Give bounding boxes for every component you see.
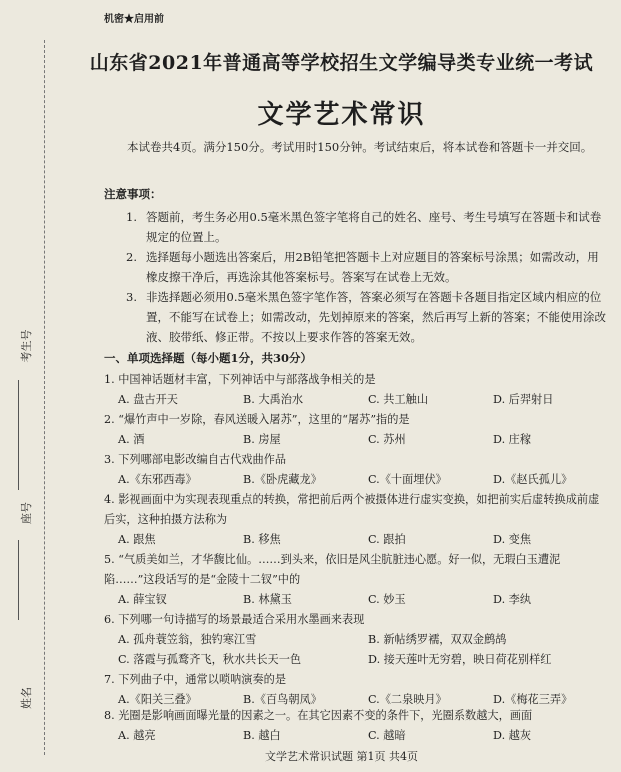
question-4: [104, 490, 609, 550]
option-c: C. 越暗: [368, 729, 406, 742]
option-d: D. 庄稼: [493, 433, 532, 446]
question-stem: 8. 光圈是影响画面曝光量的因素之一。在其它因素不变的条件下，光圈系数越大，画面: [104, 709, 533, 722]
seat-number-blank: [18, 540, 19, 620]
note-text: 非选择题必须用0.5毫米黑色签字笔作答，答案必须写在答题卡各题目指定区域内相应的位置，不能写在试卷上；如需改动，先划掉原来的答案，然后再写上新的答案；不能使用涂改液、胶带纸、修正带。不按以上要求作答的答案无效。: [146, 290, 606, 344]
option-d: D. 接天莲叶无穷碧，映日荷花别样红: [368, 653, 552, 666]
binding-margin: [0, 0, 62, 772]
question-5: [104, 550, 609, 610]
option-c: C. 妙玉: [368, 593, 406, 606]
note-text: 选择题每小题选出答案后，用2B铅笔把答题卡上对应题目的答案标号涂黑；如需改动，用橡皮擦干净后，再选涂其他答案标号。答案写在试卷上无效。: [146, 250, 599, 284]
subject-title: 文学艺术常识: [257, 100, 426, 130]
option-a: A. 酒: [118, 433, 145, 446]
option-a: A. 孤舟蓑笠翁，独钓寒江雪: [118, 633, 257, 646]
exam-intro: 本试卷共4页。满分150分。考试用时150分钟。考试结束后，将本试卷和答题卡一并交回。: [127, 140, 593, 154]
note-number: 2.: [126, 250, 137, 264]
option-d: D. 李纨: [493, 593, 532, 606]
exam-number-label: 考生号: [20, 329, 33, 363]
option-a: A. 越亮: [118, 729, 156, 742]
option-b: B. 房屋: [243, 433, 281, 446]
binding-line: [44, 40, 45, 755]
question-6: [104, 610, 609, 670]
question-stem: 6. 下列哪一句诗描写的场景最适合采用水墨画来表现: [104, 613, 365, 626]
option-d: D.《梅花三弄》: [493, 693, 573, 706]
option-d: D. 越灰: [493, 729, 532, 742]
option-c: C.《十面埋伏》: [368, 473, 447, 486]
option-b: B. 新帖绣罗襦，双双金鹧鸪: [368, 633, 507, 646]
option-b: B. 大禹治水: [243, 393, 304, 406]
question-stem: 4. 影视画面中为实现表现重点的转换，常把前后两个被摄体进行虚实变换，如把前实后虚转换成前虚后实，这种拍摄方法称为: [104, 493, 600, 526]
option-c: C.《二泉映月》: [368, 693, 447, 706]
note-text: 答题前，考生务必用0.5毫米黑色签字笔将自己的姓名、座号、考生号填写在答题卡和试卷规定的位置上。: [146, 210, 602, 244]
section-heading: 一、单项选择题（每小题1分，共30分）: [104, 351, 313, 365]
confidential-mark: 机密★启用前: [104, 14, 164, 25]
option-a: A. 跟焦: [118, 533, 156, 546]
note-item: [128, 207, 606, 247]
question-1: [104, 370, 609, 410]
option-b: B.《百鸟朝凤》: [243, 693, 322, 706]
option-c: C. 落霞与孤鹜齐飞，秋水共长天一色: [118, 653, 302, 666]
question-stem: 5. “气质美如兰，才华馥比仙。……到头来，依旧是风尘肮脏违心愿。好一似，无瑕白玉遭泥陷……”这段话写的是“金陵十二钗”中的: [104, 553, 561, 586]
notes-heading: 注意事项：: [104, 187, 162, 201]
note-item: [128, 287, 606, 347]
question-7: [104, 670, 609, 710]
question-stem: 3. 下列哪部电影改编自古代戏曲作品: [104, 453, 287, 466]
option-b: B. 林黛玉: [243, 593, 292, 606]
option-d: D. 后羿射日: [493, 393, 554, 406]
option-c: C. 苏州: [368, 433, 406, 446]
option-c: C. 跟拍: [368, 533, 406, 546]
question-2: [104, 410, 609, 450]
note-number: 3.: [126, 290, 137, 304]
option-d: D. 变焦: [493, 533, 532, 546]
option-b: B. 移焦: [243, 533, 281, 546]
page-footer: 文学艺术常识试题 第1页 共4页: [265, 750, 418, 763]
note-number: 1.: [126, 210, 137, 224]
seat-number-label: 座号: [20, 502, 33, 524]
option-a: A. 盘古开天: [118, 393, 178, 406]
question-stem: 2. “爆竹声中一岁除，春风送暖入屠苏”，这里的“屠苏”指的是: [104, 413, 410, 426]
option-a: A.《阳关三叠》: [118, 693, 197, 706]
option-a: A. 薛宝钗: [118, 593, 167, 606]
question-3: [104, 450, 609, 490]
exam-number-blank: [18, 380, 19, 490]
option-d: D.《赵氏孤儿》: [493, 473, 573, 486]
question-stem: 7. 下列曲子中，通常以唢呐演奏的是: [104, 673, 287, 686]
note-item: [128, 247, 606, 287]
question-8: [104, 706, 609, 744]
name-label: 姓名: [20, 687, 33, 709]
option-a: A.《东邪西毒》: [118, 473, 197, 486]
option-c: C. 共工触山: [368, 393, 429, 406]
exam-title: 山东省2021年普通高等学校招生文学编导类专业统一考试: [89, 52, 594, 74]
option-b: B.《卧虎藏龙》: [243, 473, 322, 486]
option-b: B. 越白: [243, 729, 281, 742]
question-stem: 1. 中国神话题材丰富，下列神话中与部落战争相关的是: [104, 373, 376, 386]
